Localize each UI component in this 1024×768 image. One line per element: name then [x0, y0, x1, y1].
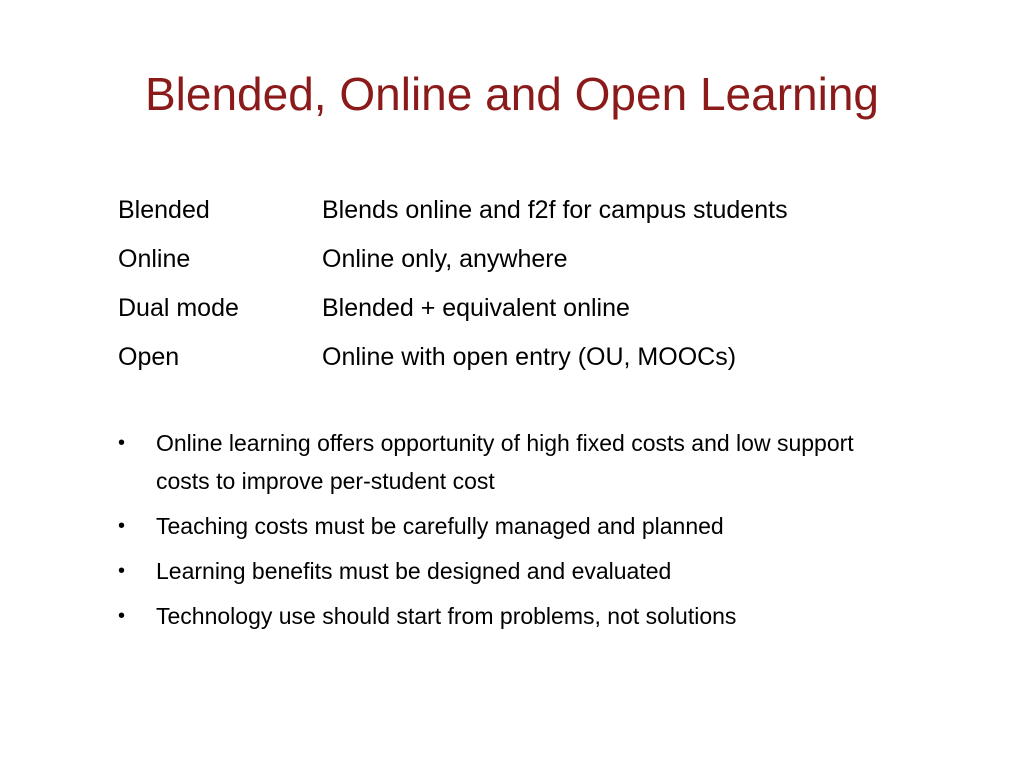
slide-title: Blended, Online and Open Learning [144, 68, 879, 120]
bullet-icon: • [118, 605, 126, 627]
bullet-text: Teaching costs must be carefully managed and planned [156, 513, 724, 539]
bullet-icon: • [118, 560, 126, 582]
definition-description: Online only, anywhere [322, 245, 568, 273]
bullet-item [118, 552, 908, 590]
bullet-item [118, 507, 908, 545]
definition-term: Dual mode [118, 294, 239, 322]
bullet-item [118, 597, 908, 635]
definition-row [118, 284, 918, 333]
bullet-text: Online learning offers opportunity of high fixed costs and low support costs to improve per-student cost [156, 430, 854, 494]
definition-description: Online with open entry (OU, MOOCs) [322, 343, 737, 371]
definition-row [118, 186, 918, 235]
definition-description: Blended + equivalent online [322, 294, 630, 322]
definition-term: Online [118, 245, 191, 273]
bullet-text: Technology use should start from problems, not solutions [156, 603, 737, 629]
bullet-item [118, 424, 908, 500]
definition-term: Open [118, 343, 180, 371]
bullet-text: Learning benefits must be designed and evaluated [156, 558, 672, 584]
bullet-icon: • [118, 432, 126, 454]
definition-description: Blends online and f2f for campus students [322, 196, 788, 224]
bullet-icon: • [118, 515, 126, 537]
definitions-table [118, 186, 918, 382]
bullet-list [118, 424, 908, 642]
definition-row [118, 235, 918, 284]
definition-term: Blended [118, 196, 210, 224]
definition-row [118, 333, 918, 382]
